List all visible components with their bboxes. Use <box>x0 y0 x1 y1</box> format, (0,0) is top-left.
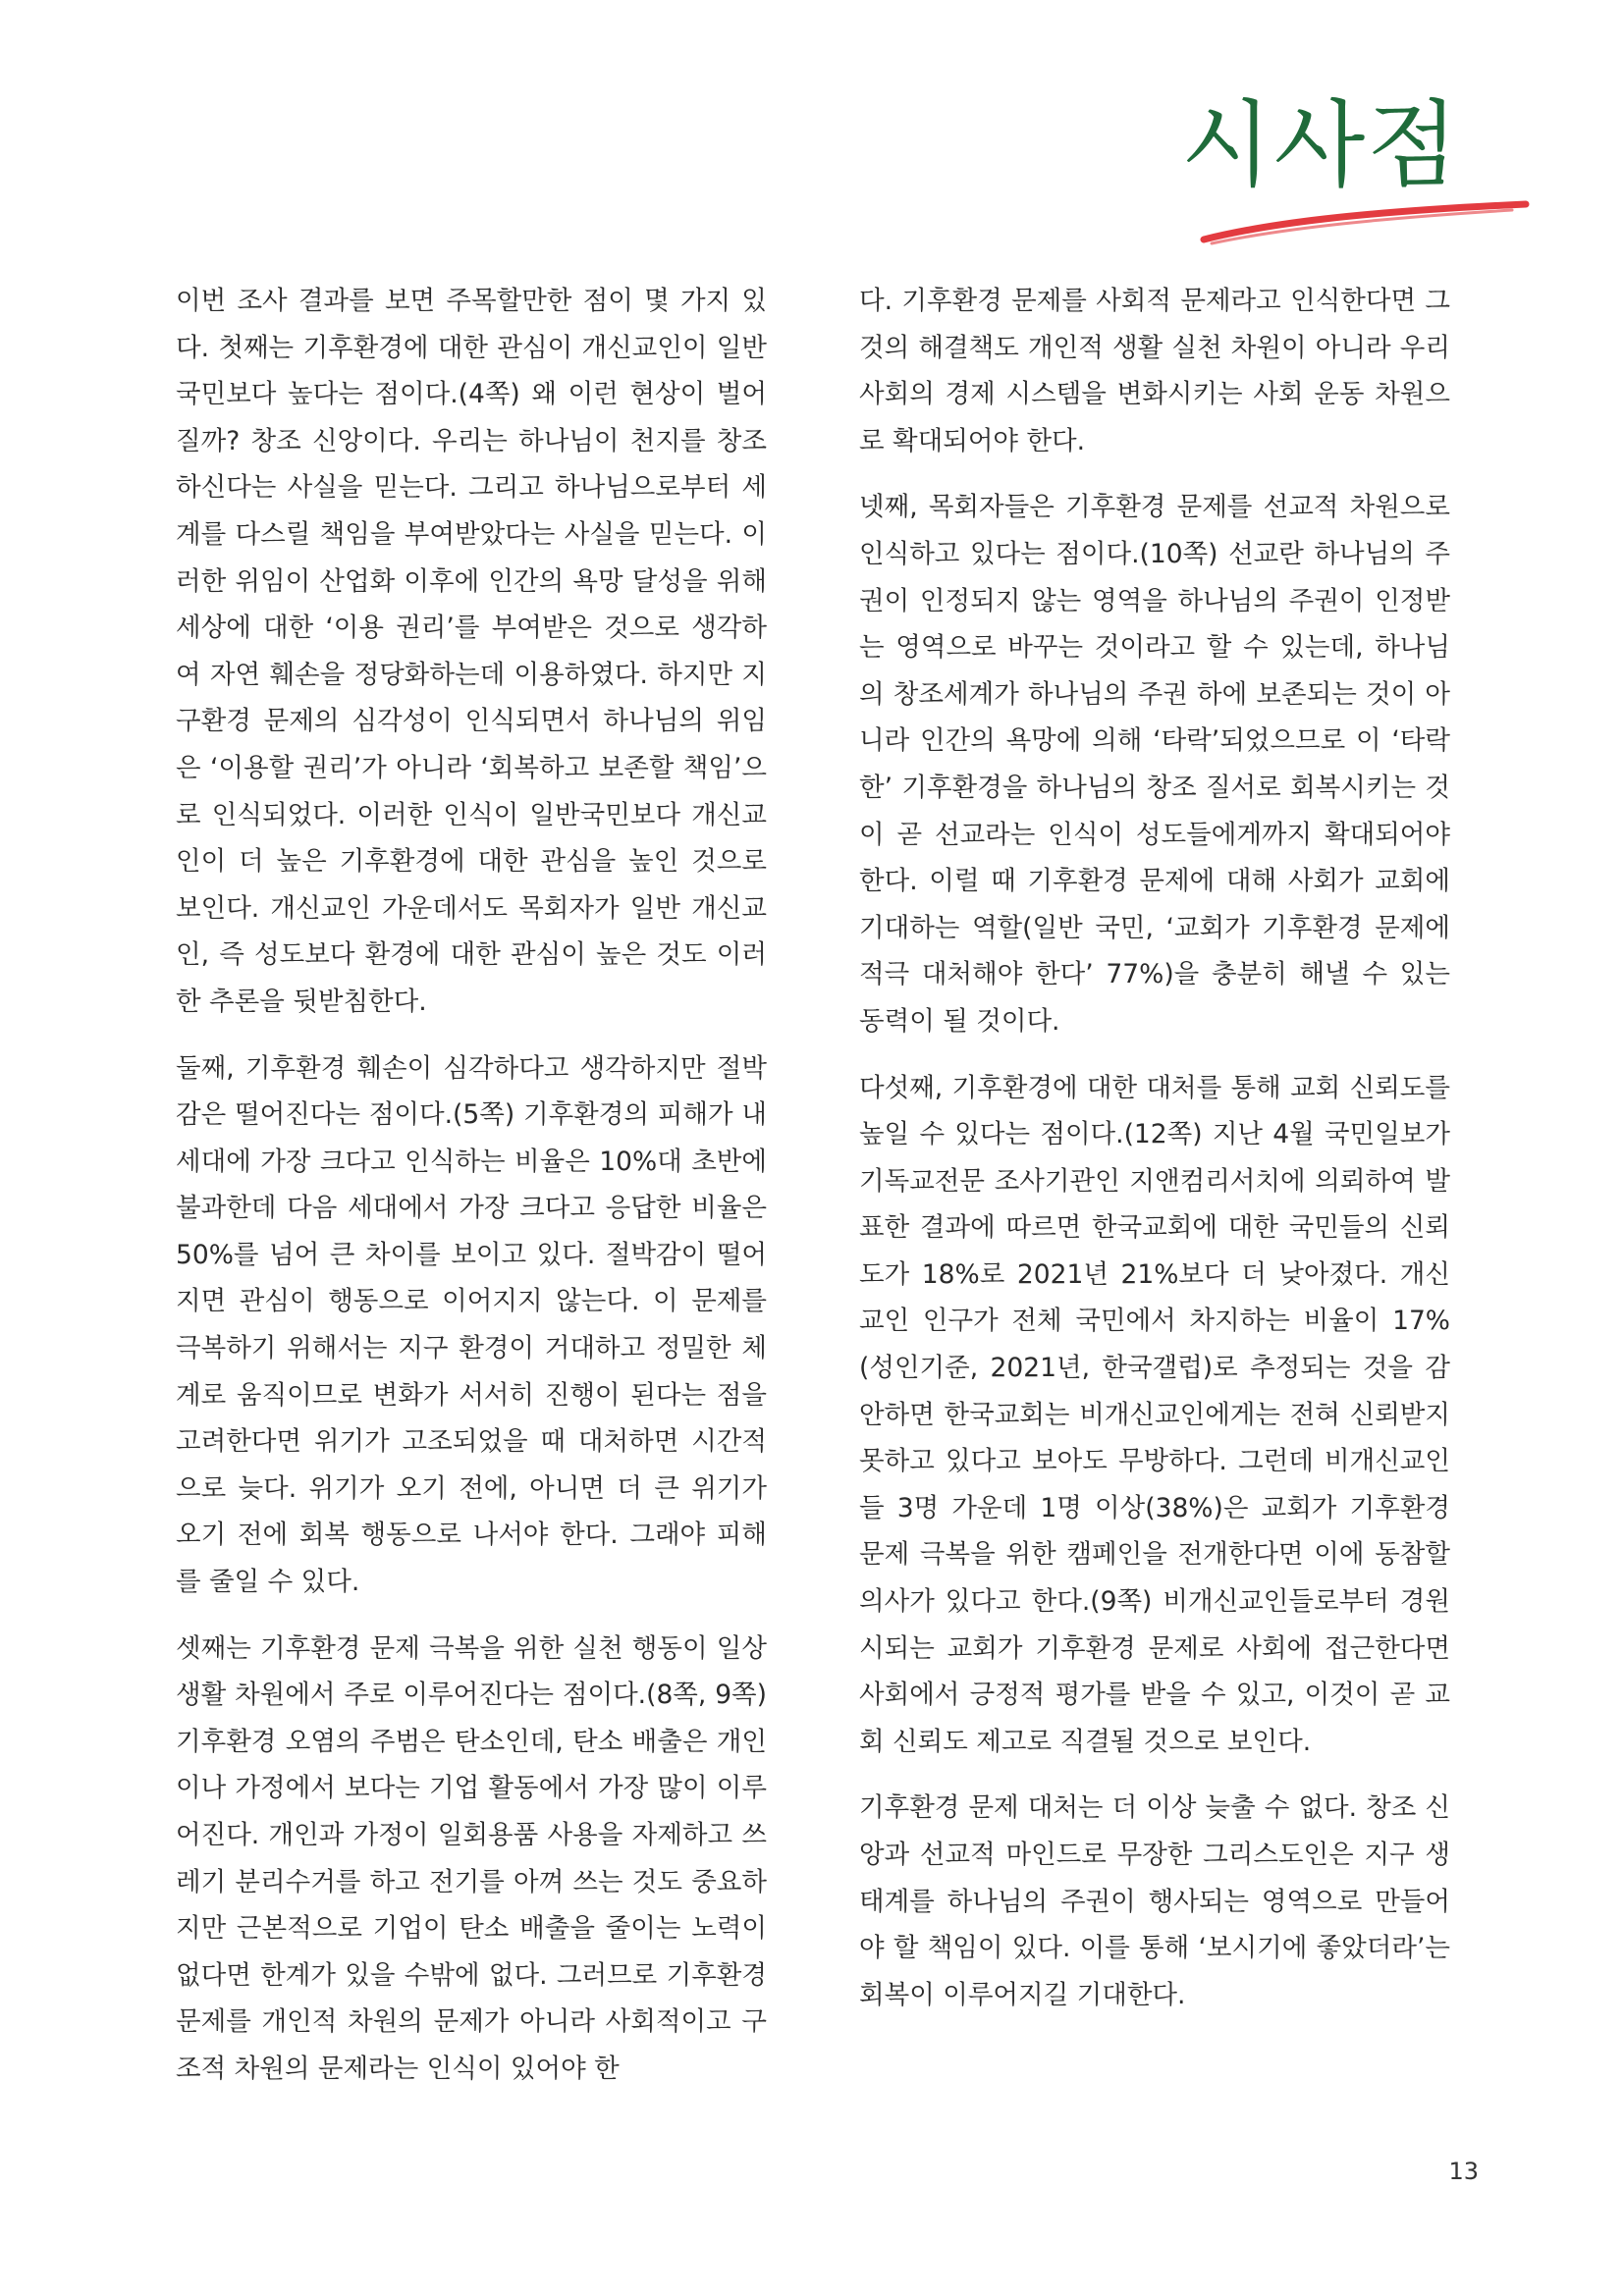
red-brush-stroke <box>1198 194 1532 253</box>
right-column <box>859 278 1450 2038</box>
paragraph: 다. 기후환경 문제를 사회적 문제라고 인식한다면 그것의 해결책도 개인적 생활 실천 차원이 아니라 우리 사회의 경제 시스템을 변화시키는 사회 운동 차원으로 확대되어야 한다. <box>859 286 1450 456</box>
page-title: 시사점 <box>1180 90 1460 200</box>
paragraph: 기후환경 문제 대처는 더 이상 늦출 수 없다. 창조 신앙과 선교적 마인드로 무장한 그리스도인은 지구 생태계를 하나님의 주권이 행사되는 영역으로 만들어야 할 책임이 있다. 이를 통해 ‘보시기에 좋았더라’는 회복이 이루어지길 기대한다. <box>859 1792 1450 2010</box>
paragraph: 다섯째, 기후환경에 대한 대처를 통해 교회 신뢰도를 높일 수 있다는 점이다.(12쪽) 지난 4월 국민일보가 기독교전문 조사기관인 지앤컴리서치에 의뢰하여 발표한 결과에 따르면 한국교회에 대한 국민들의 신뢰도가 18%로 2021년 21%보다 더 낮아졌다. 개신교인 인구가 전체 국민에서 차지하는 비율이 17%(성인기준, 2021년, 한국갤럽)로 추정되는 것을 감안하면 한국교회는 비개신교인에게는 전혀 신뢰받지 못하고 있다고 보아도 무방하다. 그런데 비개신교인들 3명 가운데 1명 이상(38%)은 교회가 기후환경 문제 극복을 위한 캠페인을 전개한다면 이에 동참할 의사가 있다고 한다.(9쪽) 비개신교인들로부터 경원시되는 교회가 기후환경 문제로 사회에 접근한다면 사회에서 긍정적 평가를 받을 수 있고, 이것이 곧 교회 신뢰도 제고로 직결될 것으로 보인다. <box>859 1072 1450 1757</box>
paragraph: 이번 조사 결과를 보면 주목할만한 점이 몇 가지 있다. 첫째는 기후환경에 대한 관심이 개신교인이 일반 국민보다 높다는 점이다.(4쪽) 왜 이런 현상이 벌어질까? 창조 신앙이다. 우리는 하나님이 천지를 창조하신다는 사실을 믿는다. 그리고 하나님으로부터 세계를 다스릴 책임을 부여받았다는 사실을 믿는다. 이러한 위임이 산업화 이후에 인간의 욕망 달성을 위해 세상에 대한 ‘이용 권리’를 부여받은 것으로 생각하여 자연 훼손을 정당화하는데 이용하였다. 하지만 지구환경 문제의 심각성이 인식되면서 하나님의 위임은 ‘이용할 권리’가 아니라 ‘회복하고 보존할 책임’으로 인식되었다. 이러한 인식이 일반국민보다 개신교인이 더 높은 기후환경에 대한 관심을 높인 것으로 보인다. 개신교인 가운데서도 목회자가 일반 개신교인, 즉 성도보다 환경에 대한 관심이 높은 것도 이러한 추론을 뒷받침한다. <box>176 286 767 1017</box>
paragraph: 넷째, 목회자들은 기후환경 문제를 선교적 차원으로 인식하고 있다는 점이다.(10쪽) 선교란 하나님의 주권이 인정되지 않는 영역을 하나님의 주권이 인정받는 영역으로 바꾸는 것이라고 할 수 있는데, 하나님의 창조세계가 하나님의 주권 하에 보존되는 것이 아니라 인간의 욕망에 의해 ‘타락’되었으므로 이 ‘타락한’ 기후환경을 하나님의 창조 질서로 회복시키는 것이 곧 선교라는 인식이 성도들에게까지 확대되어야 한다. 이럴 때 기후환경 문제에 대해 사회가 교회에 기대하는 역할(일반 국민, ‘교회가 기후환경 문제에 적극 대처해야 한다’ 77%)을 충분히 해낼 수 있는 동력이 될 것이다. <box>859 492 1450 1037</box>
left-column <box>176 278 767 2112</box>
page-number: 13 <box>1448 2158 1479 2185</box>
paragraph: 둘째, 기후환경 훼손이 심각하다고 생각하지만 절박감은 떨어진다는 점이다.(5쪽) 기후환경의 피해가 내 세대에 가장 크다고 인식하는 비율은 10%대 초반에 불과한데 다음 세대에서 가장 크다고 응답한 비율은 50%를 넘어 큰 차이를 보이고 있다. 절박감이 떨어지면 관심이 행동으로 이어지지 않는다. 이 문제를 극복하기 위해서는 지구 환경이 거대하고 정밀한 체계로 움직이므로 변화가 서서히 진행이 된다는 점을 고려한다면 위기가 고조되었을 때 대처하면 시간적으로 늦다. 위기가 오기 전에, 아니면 더 큰 위기가 오기 전에 회복 행동으로 나서야 한다. 그래야 피해를 줄일 수 있다. <box>176 1052 767 1598</box>
paragraph: 셋째는 기후환경 문제 극복을 위한 실천 행동이 일상 생활 차원에서 주로 이루어진다는 점이다.(8쪽, 9쪽) 기후환경 오염의 주범은 탄소인데, 탄소 배출은 개인이나 가정에서 보다는 기업 활동에서 가장 많이 이루어진다. 개인과 가정이 일회용품 사용을 자제하고 쓰레기 분리수거를 하고 전기를 아껴 쓰는 것도 중요하지만 근본적으로 기업이 탄소 배출을 줄이는 노력이 없다면 한계가 있을 수밖에 없다. 그러므로 기후환경 문제를 개인적 차원의 문제가 아니라 사회적이고 구조적 차원의 문제라는 인식이 있어야 한 <box>176 1632 767 2084</box>
